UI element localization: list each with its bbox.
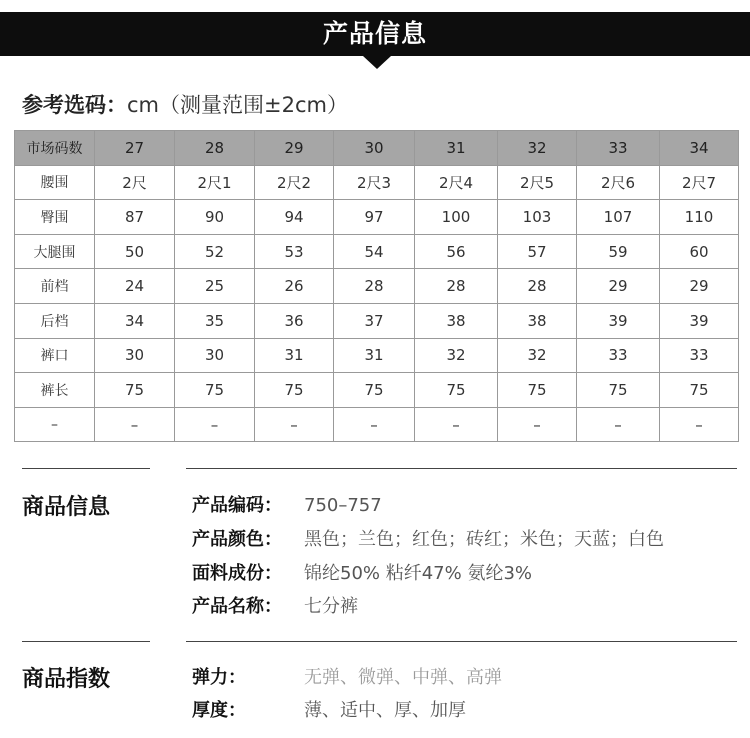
table-cell: 38 bbox=[415, 303, 498, 338]
table-row bbox=[15, 338, 739, 373]
table-cell: 75 bbox=[660, 373, 739, 408]
table-cell: 29 bbox=[577, 269, 660, 304]
table-cell: 75 bbox=[95, 373, 175, 408]
table-cell: 54 bbox=[334, 234, 415, 269]
divider-right bbox=[186, 641, 737, 642]
size-header-cell: 30 bbox=[334, 131, 415, 166]
info-row-fabric bbox=[192, 561, 532, 587]
info-label: 产品颜色： bbox=[192, 529, 282, 550]
info-value: 锦纶50% 粘纤47% 氨纶3% bbox=[304, 563, 533, 584]
info-row-color bbox=[192, 527, 664, 553]
table-cell: – bbox=[255, 407, 334, 442]
table-cell: 57 bbox=[498, 234, 577, 269]
table-row bbox=[15, 303, 739, 338]
row-label-cell: 大腿围 bbox=[15, 234, 95, 269]
info-row-name bbox=[192, 594, 358, 620]
divider-right bbox=[186, 468, 737, 469]
table-cell: 33 bbox=[577, 338, 660, 373]
row-label-cell: 臀围 bbox=[15, 200, 95, 235]
info-label: 产品名称： bbox=[192, 596, 282, 617]
table-cell: 28 bbox=[415, 269, 498, 304]
table-cell: 75 bbox=[255, 373, 334, 408]
table-cell: 39 bbox=[660, 303, 739, 338]
product-index-title: 商品指数 bbox=[22, 667, 111, 692]
table-cell: – bbox=[498, 407, 577, 442]
table-cell: 37 bbox=[334, 303, 415, 338]
header-corner-cell: 市场码数 bbox=[15, 131, 95, 166]
size-header-cell: 29 bbox=[255, 131, 334, 166]
table-row bbox=[15, 269, 739, 304]
index-label: 厚度： bbox=[192, 700, 246, 721]
banner-arrow-icon bbox=[363, 56, 391, 69]
table-cell: 2尺 bbox=[95, 165, 175, 200]
table-cell: 97 bbox=[334, 200, 415, 235]
table-row bbox=[15, 200, 739, 235]
table-cell: – bbox=[415, 407, 498, 442]
size-header-cell: 34 bbox=[660, 131, 739, 166]
table-cell: 87 bbox=[95, 200, 175, 235]
table-cell: 24 bbox=[95, 269, 175, 304]
section-banner bbox=[0, 12, 750, 56]
index-value: 薄、适中、厚、加厚 bbox=[304, 700, 466, 721]
table-cell: 110 bbox=[660, 200, 739, 235]
table-cell: 2尺5 bbox=[498, 165, 577, 200]
table-cell: 36 bbox=[255, 303, 334, 338]
product-info-title: 商品信息 bbox=[22, 495, 111, 520]
table-cell: 33 bbox=[660, 338, 739, 373]
index-value: 无弹、微弹、中弹、高弹 bbox=[304, 667, 502, 688]
table-cell: 28 bbox=[334, 269, 415, 304]
table-cell: – bbox=[95, 407, 175, 442]
table-cell: 30 bbox=[175, 338, 255, 373]
table-cell: 94 bbox=[255, 200, 334, 235]
row-label-cell: 前档 bbox=[15, 269, 95, 304]
table-row bbox=[15, 373, 739, 408]
row-label-cell: – bbox=[15, 407, 95, 442]
row-label-cell: 裤长 bbox=[15, 373, 95, 408]
table-cell: 35 bbox=[175, 303, 255, 338]
info-value: 七分裤 bbox=[304, 596, 358, 617]
size-header-cell: 27 bbox=[95, 131, 175, 166]
table-cell: 32 bbox=[415, 338, 498, 373]
divider-left bbox=[22, 641, 150, 642]
index-row-elasticity bbox=[192, 665, 502, 691]
divider-left bbox=[22, 468, 150, 469]
table-cell: 28 bbox=[498, 269, 577, 304]
info-row-code bbox=[192, 493, 382, 519]
table-cell: 100 bbox=[415, 200, 498, 235]
size-chart-table bbox=[14, 130, 739, 442]
table-cell: 52 bbox=[175, 234, 255, 269]
size-reference-value: cm（测量范围±2cm） bbox=[127, 93, 348, 117]
table-cell: 31 bbox=[255, 338, 334, 373]
table-row bbox=[15, 234, 739, 269]
info-value: 750–757 bbox=[304, 495, 382, 516]
size-header-cell: 31 bbox=[415, 131, 498, 166]
info-label: 产品编码： bbox=[192, 495, 282, 516]
table-cell: 90 bbox=[175, 200, 255, 235]
table-cell: 2尺6 bbox=[577, 165, 660, 200]
row-label-cell: 裤口 bbox=[15, 338, 95, 373]
table-cell: 59 bbox=[577, 234, 660, 269]
banner-title: 产品信息 bbox=[322, 19, 427, 48]
table-cell: 60 bbox=[660, 234, 739, 269]
table-cell: 50 bbox=[95, 234, 175, 269]
table-cell: 75 bbox=[415, 373, 498, 408]
index-row-thickness bbox=[192, 698, 466, 724]
table-cell: 75 bbox=[498, 373, 577, 408]
size-header-row bbox=[15, 131, 739, 166]
table-cell: 2尺1 bbox=[175, 165, 255, 200]
table-cell: – bbox=[660, 407, 739, 442]
row-label-cell: 后档 bbox=[15, 303, 95, 338]
table-cell: 30 bbox=[95, 338, 175, 373]
table-cell: 75 bbox=[175, 373, 255, 408]
table-cell: 2尺4 bbox=[415, 165, 498, 200]
size-header-cell: 32 bbox=[498, 131, 577, 166]
table-cell: 34 bbox=[95, 303, 175, 338]
table-row bbox=[15, 407, 739, 442]
table-cell: 25 bbox=[175, 269, 255, 304]
table-cell: 31 bbox=[334, 338, 415, 373]
size-header-cell: 33 bbox=[577, 131, 660, 166]
table-cell: 26 bbox=[255, 269, 334, 304]
table-cell: 103 bbox=[498, 200, 577, 235]
table-cell: 39 bbox=[577, 303, 660, 338]
table-cell: 2尺3 bbox=[334, 165, 415, 200]
table-cell: 56 bbox=[415, 234, 498, 269]
table-cell: – bbox=[175, 407, 255, 442]
table-cell: 2尺7 bbox=[660, 165, 739, 200]
table-cell: 75 bbox=[334, 373, 415, 408]
table-cell: 38 bbox=[498, 303, 577, 338]
size-reference-note bbox=[22, 89, 348, 119]
table-row bbox=[15, 165, 739, 200]
table-cell: 107 bbox=[577, 200, 660, 235]
size-table-body bbox=[15, 131, 739, 442]
table-cell: – bbox=[334, 407, 415, 442]
size-header-cell: 28 bbox=[175, 131, 255, 166]
table-cell: 32 bbox=[498, 338, 577, 373]
info-value: 黑色；兰色；红色；砖红；米色；天蓝；白色 bbox=[304, 529, 664, 550]
table-cell: 53 bbox=[255, 234, 334, 269]
index-label: 弹力： bbox=[192, 667, 246, 688]
info-label: 面料成份： bbox=[192, 563, 282, 584]
size-reference-label: 参考选码： bbox=[22, 93, 127, 117]
table-cell: 75 bbox=[577, 373, 660, 408]
row-label-cell: 腰围 bbox=[15, 165, 95, 200]
table-cell: 29 bbox=[660, 269, 739, 304]
table-cell: – bbox=[577, 407, 660, 442]
table-cell: 2尺2 bbox=[255, 165, 334, 200]
